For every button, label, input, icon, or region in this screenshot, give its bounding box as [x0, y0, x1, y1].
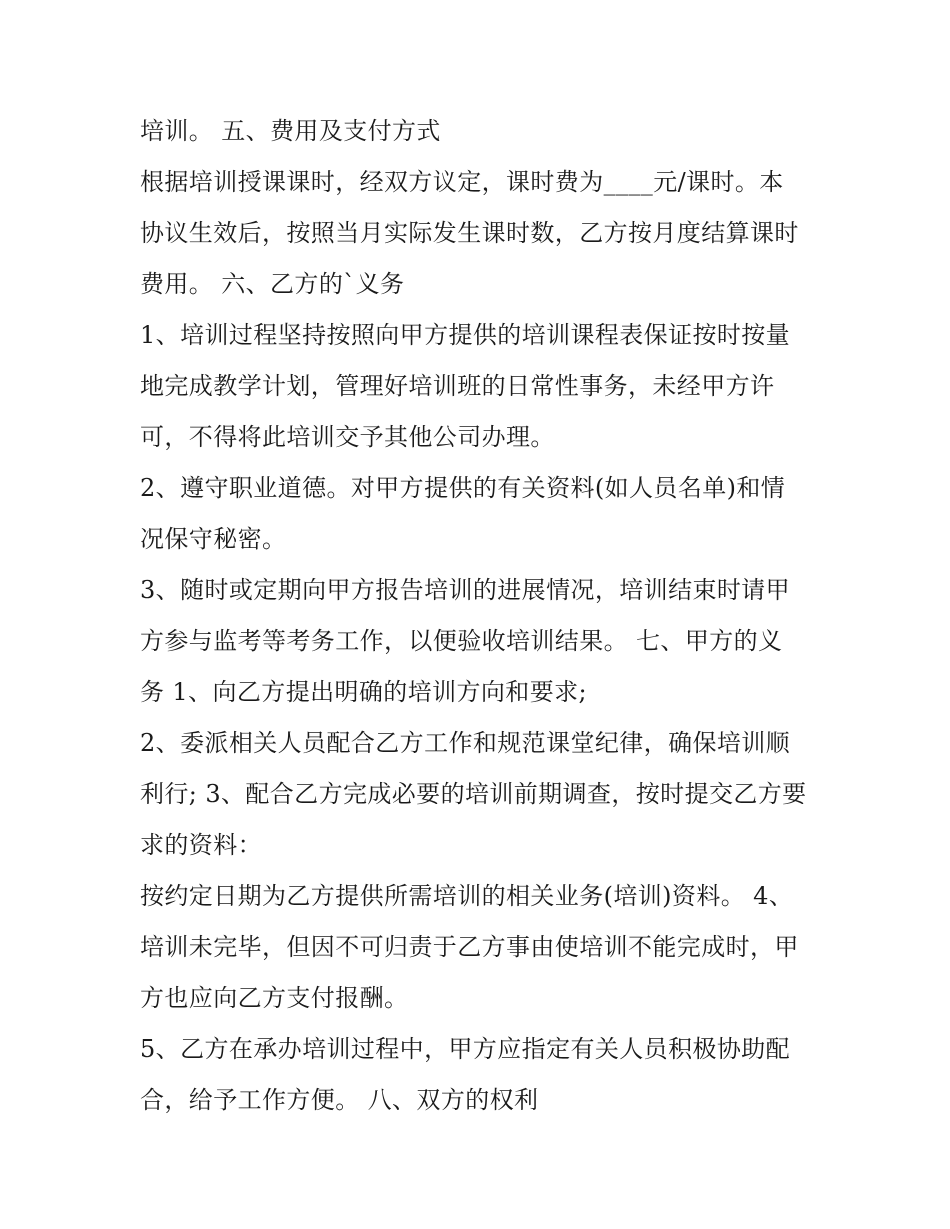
- text-line: 求的资料：: [140, 831, 262, 859]
- text-line: 方参与监考等考务工作，以便验收培训结果。 七、甲方的义: [140, 627, 783, 655]
- text-line: 况保守秘密。: [140, 525, 287, 553]
- text-line: 费用。 六、乙方的`义务: [140, 270, 405, 298]
- text-line: 2、委派相关人员配合乙方工作和规范课堂纪律，确保培训顺: [140, 729, 791, 757]
- text-line: 1、培训过程坚持按照向甲方提供的培训课程表保证按时按量: [140, 321, 791, 349]
- text-line: 利行; 3、配合乙方完成必要的培训前期调查，按时提交乙方要: [140, 780, 807, 808]
- text-line: 可，不得将此培训交予其他公司办理。: [140, 423, 555, 451]
- text-line: 3、随时或定期向甲方报告培训的进展情况，培训结束时请甲: [140, 576, 791, 604]
- text-line: 2、遵守职业道德。对甲方提供的有关资料(如人员名单)和情: [140, 474, 786, 502]
- document-body: [140, 106, 820, 1126]
- text-line: 方也应向乙方支付报酬。: [140, 984, 409, 1012]
- text-line: 按约定日期为乙方提供所需培训的相关业务(培训)资料。 4、: [140, 882, 794, 910]
- text-line: 根据培训授课课时，经双方议定，课时费为____元/课时。本: [140, 168, 784, 196]
- text-line: 合，给予工作方便。 八、双方的权利: [140, 1086, 539, 1114]
- text-line: 培训未完毕，但因不可归责于乙方事由使培训不能完成时，甲: [140, 933, 799, 961]
- text-line: 协议生效后，按照当月实际发生课时数，乙方按月度结算课时: [140, 219, 799, 247]
- text-line: 培训。 五、费用及支付方式: [140, 117, 441, 145]
- text-line: 务 1、向乙方提出明确的培训方向和要求;: [140, 678, 587, 706]
- text-line: 5、乙方在承办培训过程中，甲方应指定有关人员积极协助配: [140, 1035, 791, 1063]
- text-line: 地完成教学计划，管理好培训班的日常性事务，未经甲方许: [140, 372, 775, 400]
